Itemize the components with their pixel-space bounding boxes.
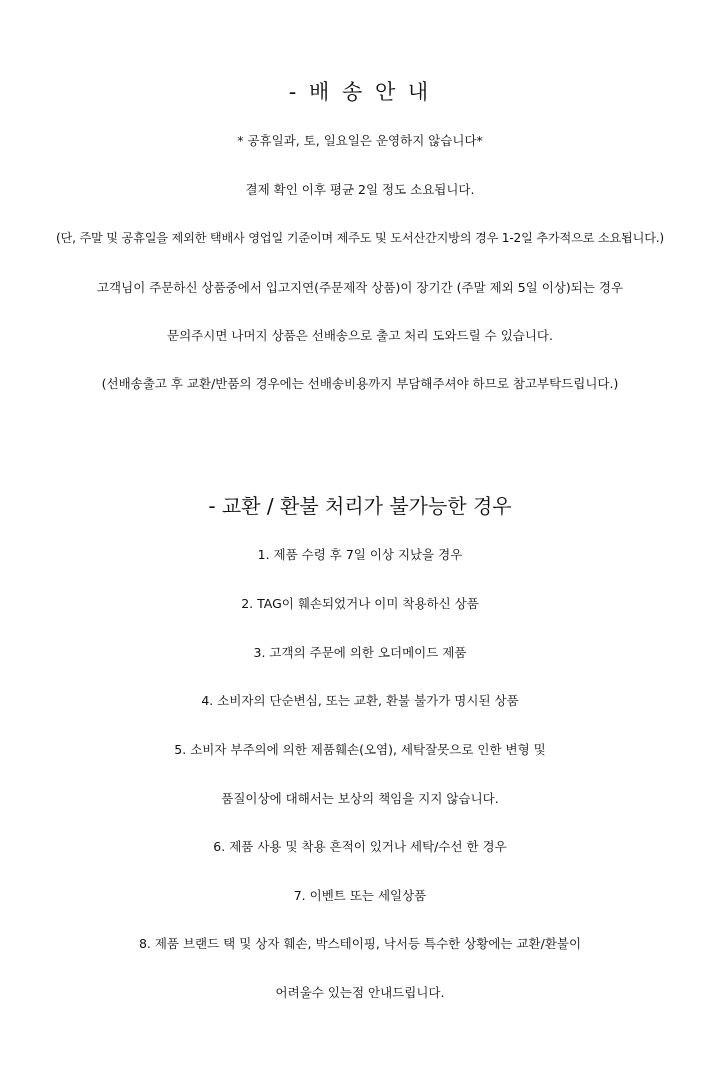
exchange-item: 8. 제품 브랜드 택 및 상자 훼손, 박스테이핑, 낙서등 특수한 상황에는 교환/환불이 [138, 936, 582, 951]
exchange-item: 6. 제품 사용 및 착용 흔적이 있거나 세탁/수선 한 경우 [213, 839, 507, 854]
exchange-title: - 교환 / 환불 처리가 불가능한 경우 [208, 494, 512, 518]
exchange-item: 품질이상에 대해서는 보상의 책임을 지지 않습니다. [221, 791, 499, 806]
exchange-item: 3. 고객의 주문에 의한 오더메이드 제품 [253, 645, 467, 660]
shipping-line: 문의주시면 나머지 상품은 선배송으로 출고 처리 도와드릴 수 있습니다. [167, 328, 553, 343]
exchange-item: 7. 이벤트 또는 세일상품 [293, 888, 427, 903]
exchange-item: 4. 소비자의 단순변심, 또는 교환, 환불 불가가 명시된 상품 [201, 693, 519, 708]
shipping-line: (단, 주말 및 공휴일을 제외한 택배사 영업일 기준이며 제주도 및 도서산간지방의 경우 1-2일 추가적으로 소요됩니다.) [56, 231, 664, 245]
shipping-line: 결제 확인 이후 평균 2일 정도 소요됩니다. [245, 182, 475, 197]
exchange-item: 5. 소비자 부주의에 의한 제품훼손(오염), 세탁잘못으로 인한 변형 및 [174, 742, 546, 757]
shipping-line: 고객님이 주문하신 상품중에서 입고지연(주문제작 상품)이 장기간 (주말 제외 5일 이상)되는 경우 [96, 280, 624, 295]
shipping-title: - 배 송 안 내 [288, 80, 432, 104]
exchange-item: 1. 제품 수령 후 7일 이상 지났을 경우 [257, 547, 463, 562]
exchange-item: 어려울수 있는점 안내드립니다. [275, 985, 445, 1000]
exchange-item: 2. TAG이 훼손되었거나 이미 착용하신 상품 [241, 596, 479, 611]
shipping-line: (선배송출고 후 교환/반품의 경우에는 선배송비용까지 부담해주셔야 하므로 참고부탁드립니다.) [101, 376, 619, 391]
shipping-line: * 공휴일과, 토, 일요일은 운영하지 않습니다* [237, 133, 483, 148]
